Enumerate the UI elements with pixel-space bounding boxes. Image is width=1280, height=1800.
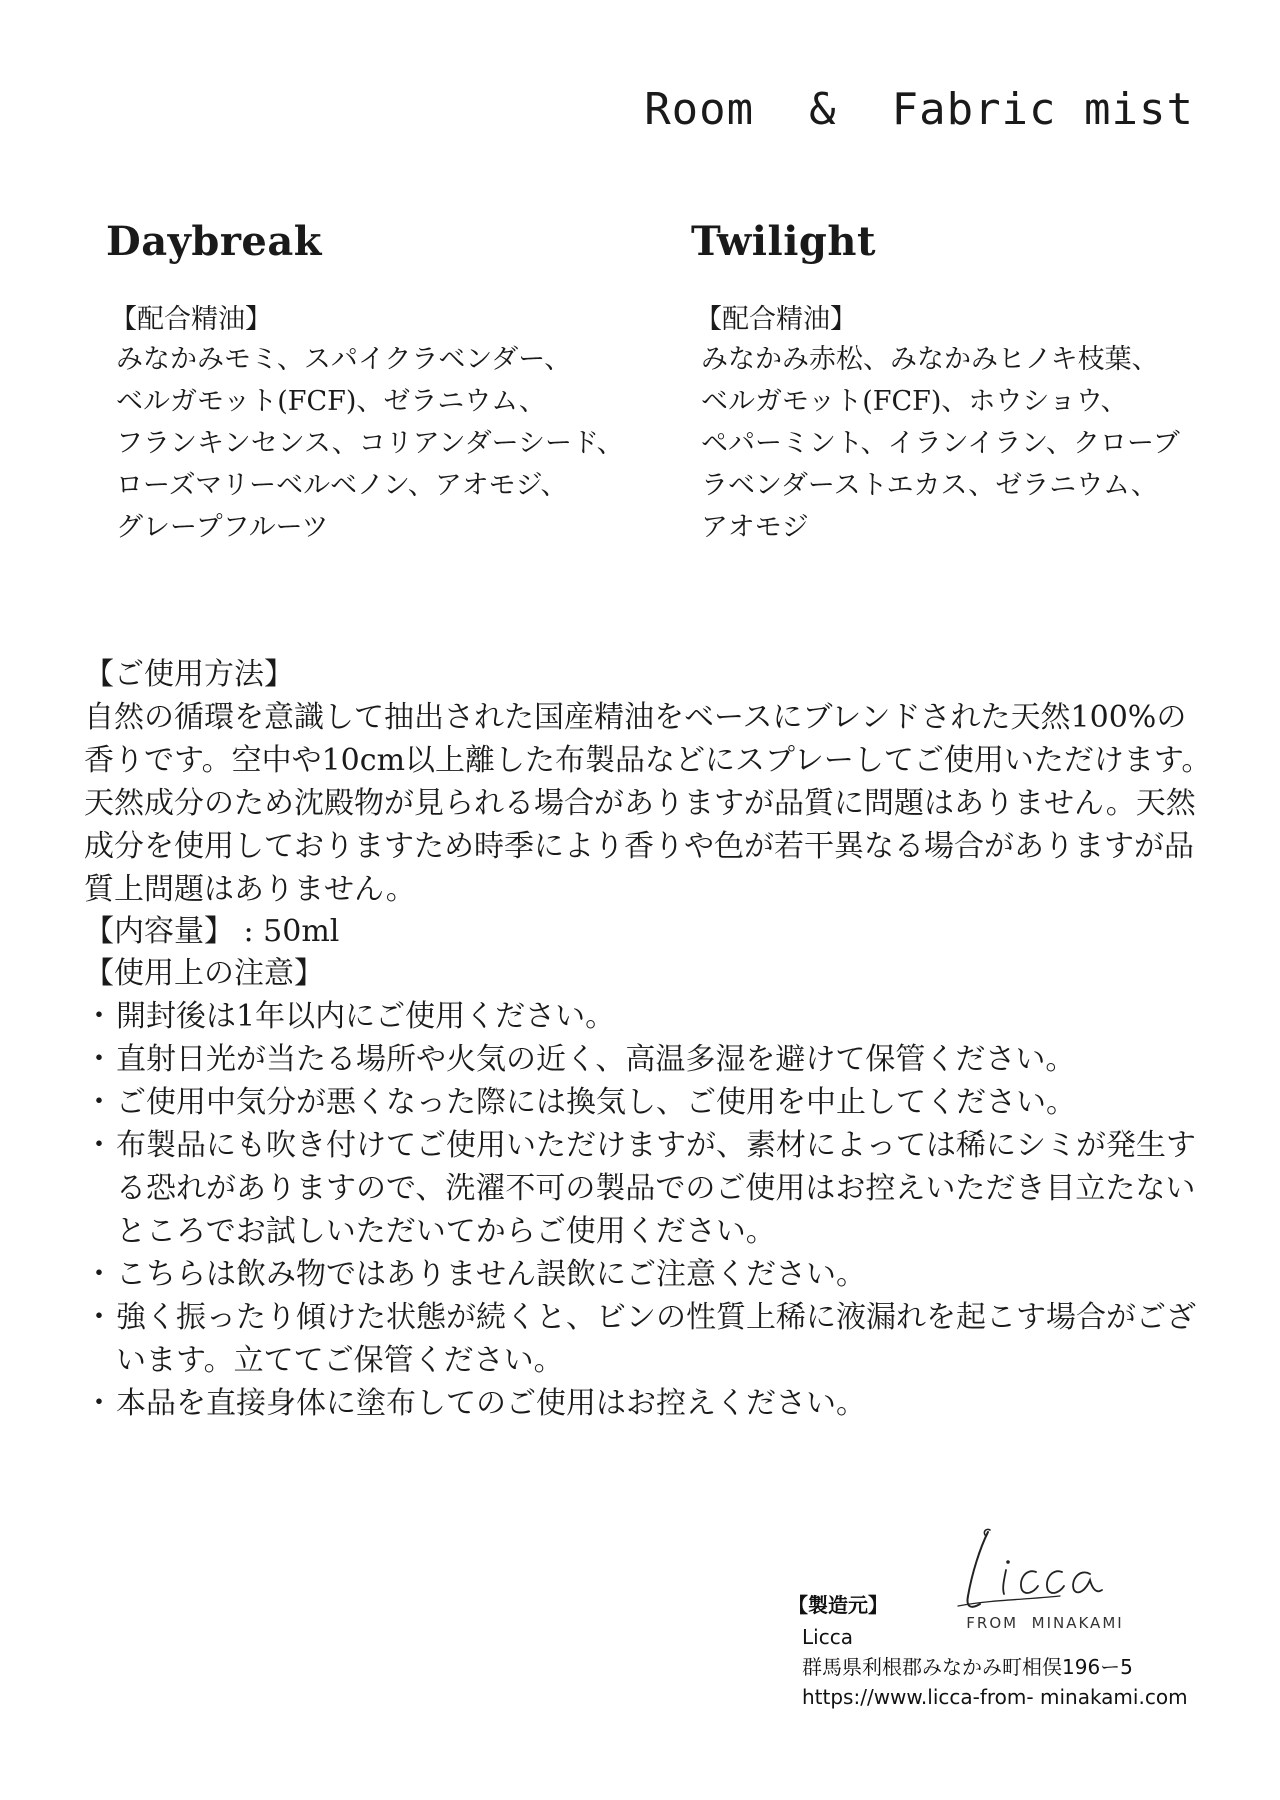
oils-line: ベルガモット(FCF)、ホウショウ、	[701, 386, 1128, 417]
bullet: ・	[84, 1386, 114, 1421]
bullet: ・	[84, 1042, 114, 1077]
product-name: Daybreak	[106, 218, 322, 265]
caution-text: 直射日光が当たる場所や火気の近く、高温多湿を避けて保管ください。	[116, 1042, 1076, 1077]
volume-label: 【内容量】 : 50ml	[84, 914, 340, 949]
product-name: Twilight	[691, 218, 876, 265]
page-title: Room & Fabric mist	[644, 84, 1194, 135]
oils-line: みなかみ赤松、みなかみヒノキ枝葉、	[701, 344, 1159, 375]
caution-item	[84, 1296, 1206, 1382]
oils-line: ベルガモット(FCF)、ゼラニウム、	[116, 386, 546, 417]
bullet: ・	[84, 999, 114, 1034]
caution-item	[84, 1038, 1206, 1081]
logo-subtitle: FROM MINAKAMI	[966, 1614, 1124, 1632]
caution-text: 本品を直接身体に塗布してのご使用はお控えください。	[116, 1386, 866, 1421]
caution-item	[84, 1081, 1206, 1124]
bullet: ・	[84, 1300, 114, 1335]
caution-text: 強く振ったり傾けた状態が続くと、ビンの性質上稀に液漏れを起こす場合がございます。立ててご保管ください。	[116, 1300, 1196, 1378]
maker-details	[802, 1622, 1188, 1712]
maker-name: Licca	[802, 1625, 853, 1649]
bullet: ・	[84, 1257, 114, 1292]
cautions-list	[84, 995, 1214, 1425]
oils-line: アオモジ	[701, 512, 809, 543]
caution-text: こちらは飲み物ではありません誤飲にご注意ください。	[116, 1257, 866, 1292]
usage-body: 自然の循環を意識して抽出された国産精油をベースにブレンドされた天然100%の香りです。空中や10cm以上離した布製品などにスプレーしてご使用いただけます。天然成分のため沈殿物が見られる場合がありますが品質に問題はありません。天然成分を使用しておりますため時季により香りや色が若干異なる場合がありますが品質上問題はありません。	[84, 700, 1212, 907]
caution-item	[84, 1124, 1206, 1253]
caution-item	[84, 1382, 1206, 1425]
maker-heading: 【製造元】	[788, 1593, 888, 1617]
maker-section	[788, 1588, 1188, 1712]
oils-line: ローズマリーベルベノン、アオモジ、	[116, 470, 568, 501]
oils-heading: 【配合精油】	[110, 304, 272, 335]
cautions-heading: 【使用上の注意】	[84, 956, 324, 991]
oils-heading: 【配合精油】	[695, 304, 857, 335]
usage-heading: 【ご使用方法】	[84, 657, 294, 692]
maker-address: 群馬県利根郡みなかみ町相俣196ー5	[802, 1655, 1133, 1679]
oils-line: ラベンダーストエカス、ゼラニウム、	[701, 470, 1158, 501]
oils-line: フランキンセンス、コリアンダーシード、	[116, 428, 624, 459]
usage-section	[84, 654, 1214, 1425]
bullet: ・	[84, 1085, 114, 1120]
oils-line: グレープフルーツ	[116, 512, 329, 543]
product-daybreak	[106, 218, 626, 549]
product-twilight	[691, 218, 1211, 549]
caution-text: 開封後は1年以内にご使用ください。	[116, 999, 616, 1034]
bullet: ・	[84, 1128, 114, 1163]
oils-list	[701, 339, 1211, 549]
maker-url[interactable]: https://www.licca-from- minakami.com	[802, 1685, 1188, 1709]
oils-list	[116, 339, 626, 549]
caution-item	[84, 995, 1206, 1038]
caution-item	[84, 1253, 1206, 1296]
oils-line: ペパーミント、イランイラン、クローブ	[701, 428, 1180, 459]
oils-line: みなかみモミ、スパイクラベンダー、	[116, 344, 572, 375]
caution-text: 布製品にも吹き付けてご使用いただけますが、素材によっては稀にシミが発生する恐れがありますので、洗濯不可の製品でのご使用はお控えいただき目立たないところでお試しいただいてからご使用ください。	[116, 1128, 1196, 1249]
caution-text: ご使用中気分が悪くなった際には換気し、ご使用を中止してください。	[116, 1085, 1076, 1120]
